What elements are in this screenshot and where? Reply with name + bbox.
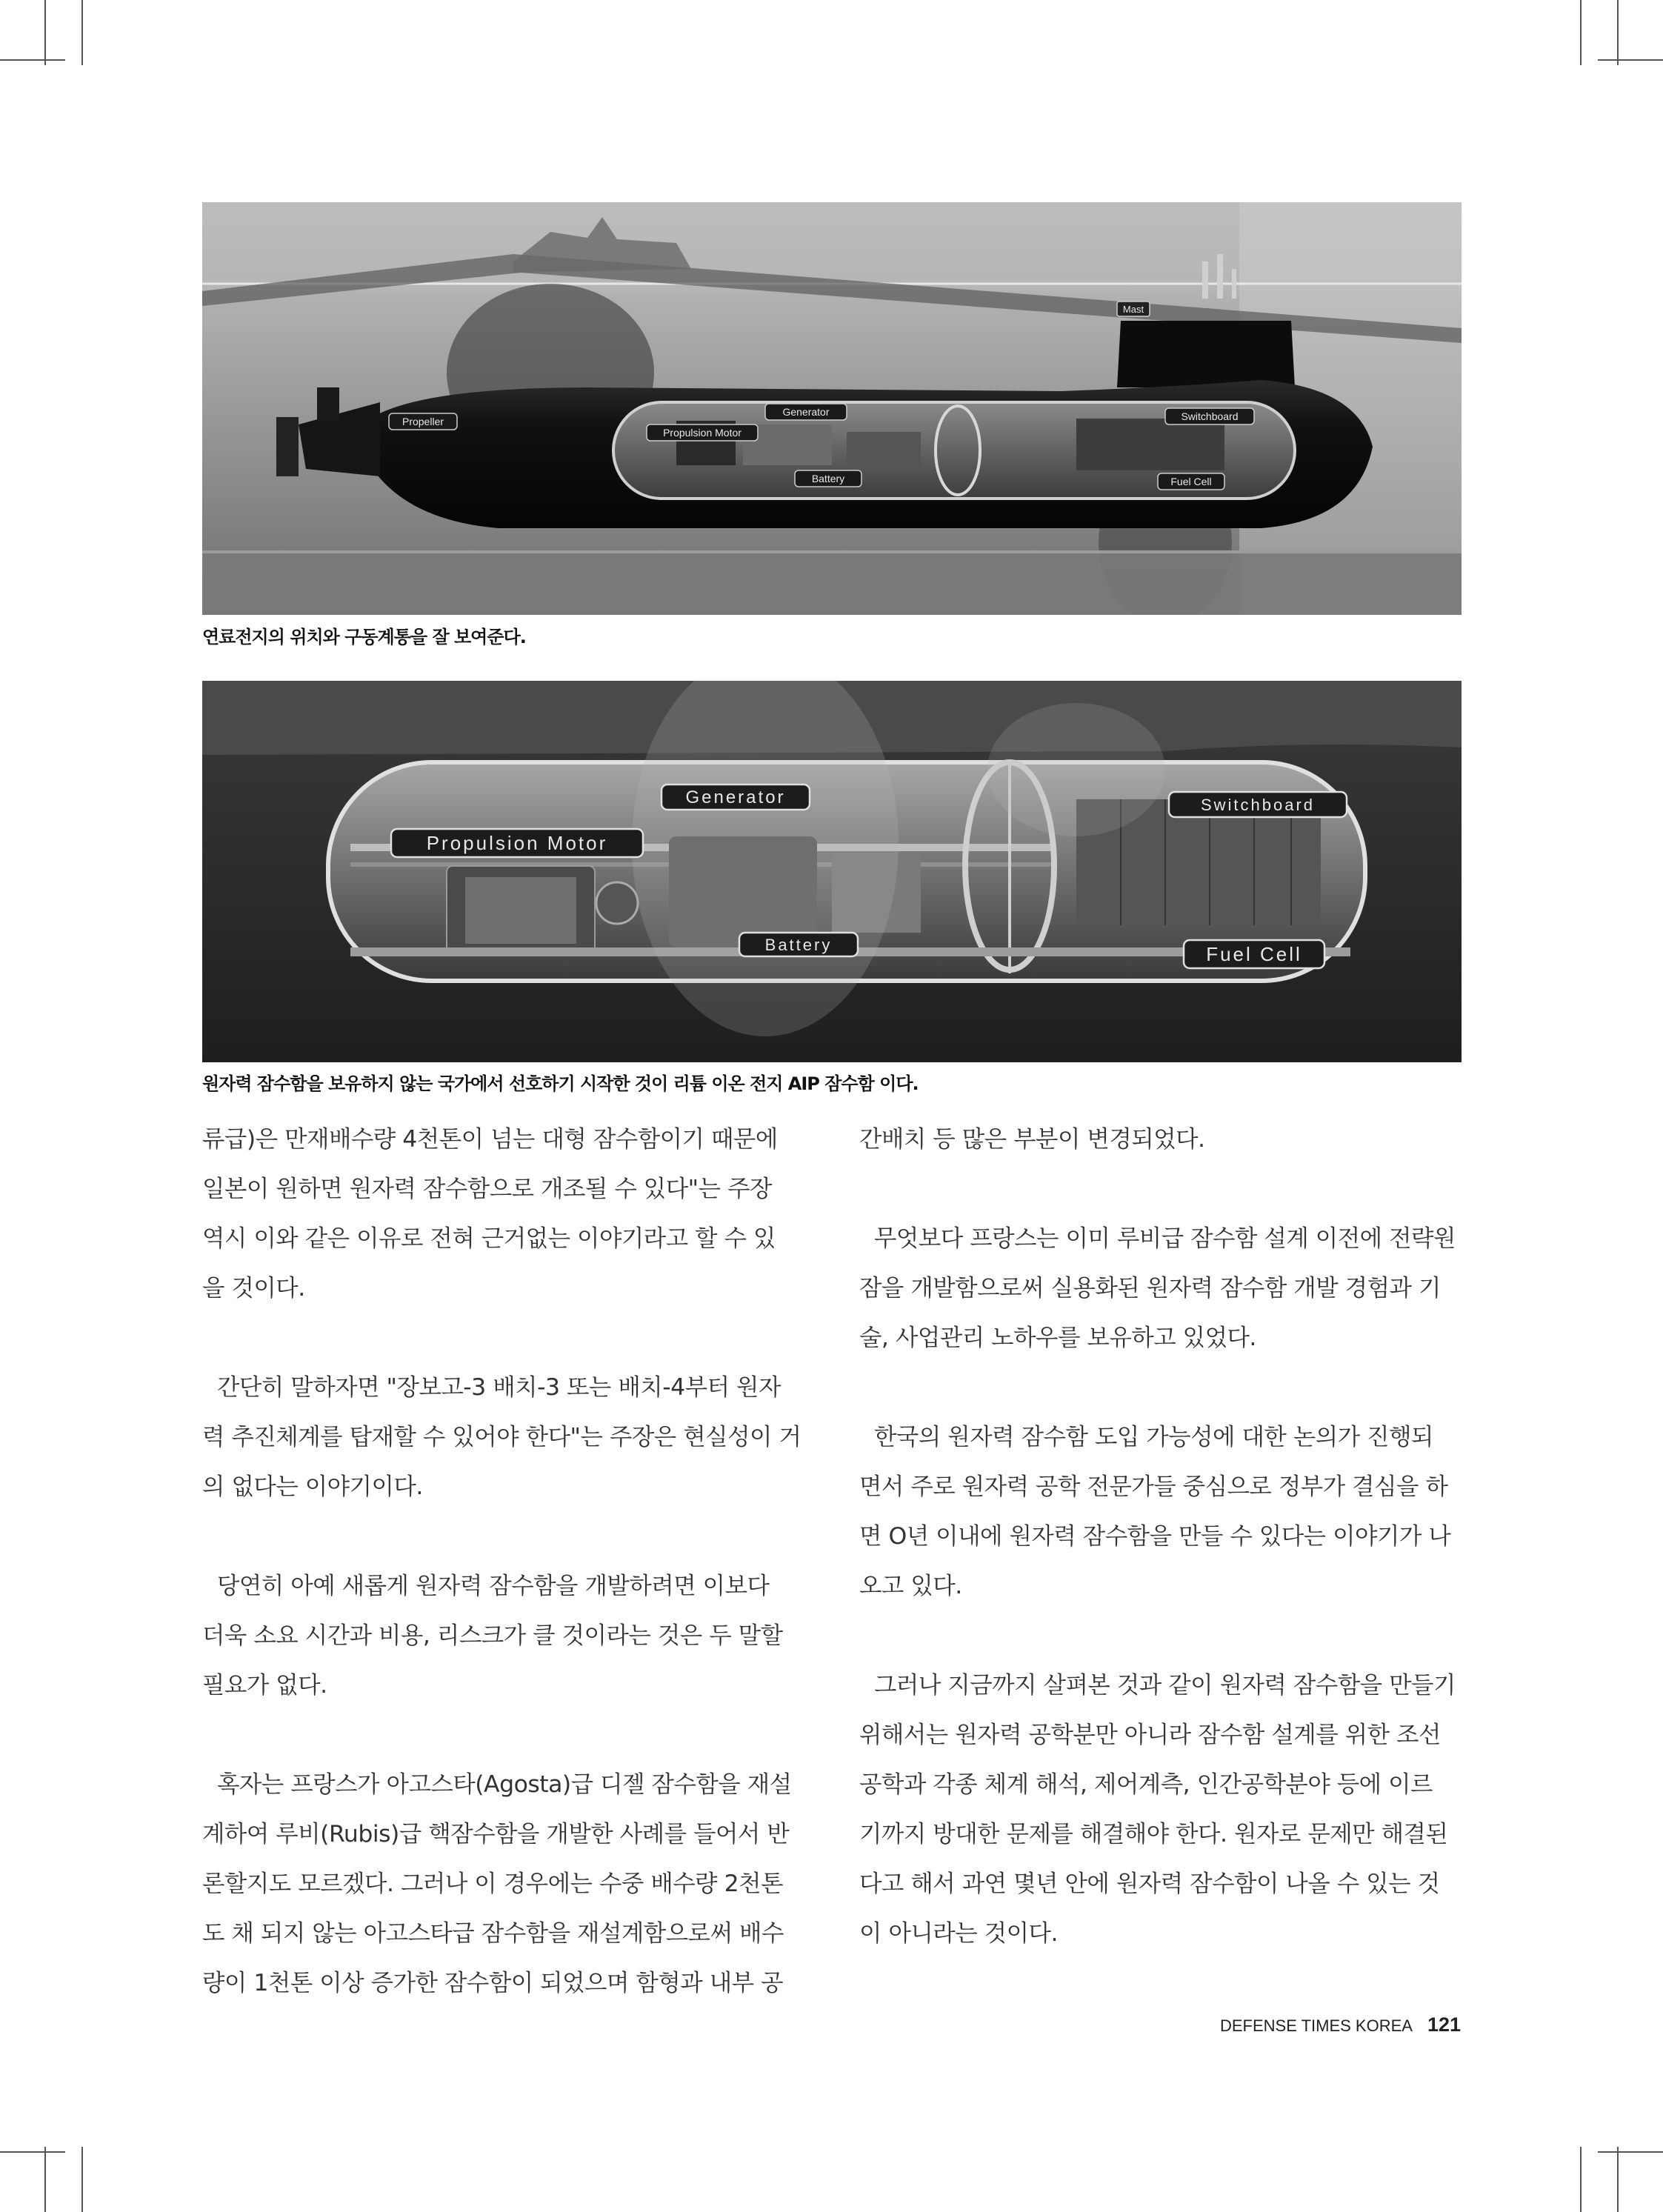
paragraph <box>859 1661 1467 1959</box>
right-column <box>859 1115 1467 1959</box>
label-switchboard: Switchboard <box>1200 796 1316 814</box>
crop-mark <box>1598 59 1663 61</box>
label-mast: Mast <box>1122 304 1144 315</box>
text-line: 술, 사업관리 노하우를 보유하고 있었다. <box>859 1325 1256 1351</box>
crop-mark <box>44 2147 46 2212</box>
text-line: 공학과 각종 체계 해석, 제어계측, 인간공학분야 등에 이르 <box>859 1771 1433 1798</box>
label-propulsion-motor: Propulsion Motor <box>663 427 741 439</box>
text-line: 필요가 없다. <box>202 1672 327 1699</box>
paragraph <box>202 1363 810 1512</box>
label-battery: Battery <box>811 473 845 484</box>
label-propeller: Propeller <box>401 416 444 427</box>
crop-mark <box>44 0 46 65</box>
label-fuel-cell: Fuel Cell <box>1170 476 1212 487</box>
text-line: 계하여 루비(Rubis)급 핵잠수함을 개발한 사례를 들어서 반 <box>202 1821 790 1848</box>
page-number: 121 <box>1427 2013 1461 2036</box>
text-line: 론할지도 모르겠다. 그러나 이 경우에는 수중 배수량 2천톤 <box>202 1870 784 1897</box>
magazine-name: DEFENSE TIMES KOREA <box>1219 2016 1413 2035</box>
text-line: 면 O년 이내에 원자력 잠수함을 만들 수 있다는 이야기가 나 <box>859 1523 1451 1550</box>
paragraph <box>202 1760 810 2008</box>
text-line: 무엇보다 프랑스는 이미 루비급 잠수함 설계 이전에 전략원 <box>874 1225 1456 1252</box>
crop-mark <box>1580 2147 1582 2212</box>
crop-mark <box>1617 2147 1619 2212</box>
left-column <box>202 1115 810 2008</box>
text-line: 한국의 원자력 잠수함 도입 가능성에 대한 논의가 진행되 <box>874 1424 1433 1450</box>
paragraph <box>859 1214 1467 1363</box>
text-line: 위해서는 원자력 공학분만 아니라 잠수함 설계를 위한 조선 <box>859 1722 1441 1748</box>
paragraph <box>202 1115 810 1313</box>
label-generator: Generator <box>782 406 830 418</box>
photo-caption: 연료전지의 위치와 구동계통을 잘 보여준다. <box>202 627 526 647</box>
text-line: 다고 해서 과연 몇년 안에 원자력 잠수함이 나올 수 있는 것 <box>859 1870 1440 1897</box>
label-battery: Battery <box>764 936 833 954</box>
text-line: 간배치 등 많은 부분이 변경되었다. <box>859 1126 1205 1153</box>
text-line: 이 아니라는 것이다. <box>859 1920 1058 1947</box>
crop-mark <box>1598 2151 1663 2153</box>
text-line: 간단히 말하자면 "장보고-3 배치-3 또는 배치-4부터 원자 <box>217 1374 781 1401</box>
crop-mark <box>81 2147 83 2212</box>
text-line: 일본이 원하면 원자력 잠수함으로 개조될 수 있다"는 주장 <box>202 1176 772 1202</box>
text-line: 역시 이와 같은 이유로 전혀 근거없는 이야기라고 할 수 있 <box>202 1225 776 1252</box>
text-line: 당연히 아예 새롭게 원자력 잠수함을 개발하려면 이보다 <box>217 1573 770 1599</box>
submarine-model-illustration <box>202 202 1462 615</box>
paragraph <box>202 1562 810 1710</box>
text-line: 량이 1천톤 이상 증가한 잠수함이 되었으며 함형과 내부 공 <box>202 1970 784 1996</box>
crop-mark <box>1617 0 1619 65</box>
label-switchboard: Switchboard <box>1181 410 1239 422</box>
text-line: 력 추진체계를 탑재할 수 있어야 한다"는 주장은 현실성이 거 <box>202 1424 801 1450</box>
text-line: 류급)은 만재배수량 4천톤이 넘는 대형 잠수함이기 때문에 <box>202 1126 778 1153</box>
text-line: 의 없다는 이야기이다. <box>202 1473 423 1500</box>
photo-cutaway-closeup <box>202 681 1462 1062</box>
label-fuel-cell: Fuel Cell <box>1206 943 1302 965</box>
crop-mark <box>0 2151 65 2153</box>
text-line: 혹자는 프랑스가 아고스타(Agosta)급 디젤 잠수함을 재설 <box>217 1771 792 1798</box>
paragraph <box>859 1115 1467 1165</box>
label-propulsion-motor: Propulsion Motor <box>426 832 608 854</box>
cutaway-illustration <box>202 681 1462 1062</box>
text-line: 기까지 방대한 문제를 해결해야 한다. 원자로 문제만 해결된 <box>859 1821 1448 1848</box>
crop-mark <box>0 59 65 61</box>
text-line: 도 채 되지 않는 아고스타급 잠수함을 재설계함으로써 배수 <box>202 1920 784 1947</box>
text-line: 면서 주로 원자력 공학 전문가들 중심으로 정부가 결심을 하 <box>859 1473 1448 1500</box>
text-line: 오고 있다. <box>859 1573 962 1599</box>
paragraph <box>859 1413 1467 1611</box>
text-line: 잠을 개발함으로써 실용화된 원자력 잠수함 개발 경험과 기 <box>859 1275 1441 1302</box>
page-footer <box>1220 2013 1461 2036</box>
text-line: 더욱 소요 시간과 비용, 리스크가 클 것이라는 것은 두 말할 <box>202 1622 783 1649</box>
photo-caption: 원자력 잠수함을 보유하지 않는 국가에서 선호하기 시작한 것이 리튬 이온 전지 AIP 잠수함 이다. <box>202 1073 919 1094</box>
label-generator: Generator <box>685 787 786 807</box>
photo-submarine-model <box>202 202 1462 615</box>
text-line: 그러나 지금까지 살펴본 것과 같이 원자력 잠수함을 만들기 <box>874 1672 1456 1699</box>
crop-mark <box>1580 0 1582 65</box>
text-line: 을 것이다. <box>202 1275 305 1302</box>
crop-mark <box>81 0 83 65</box>
